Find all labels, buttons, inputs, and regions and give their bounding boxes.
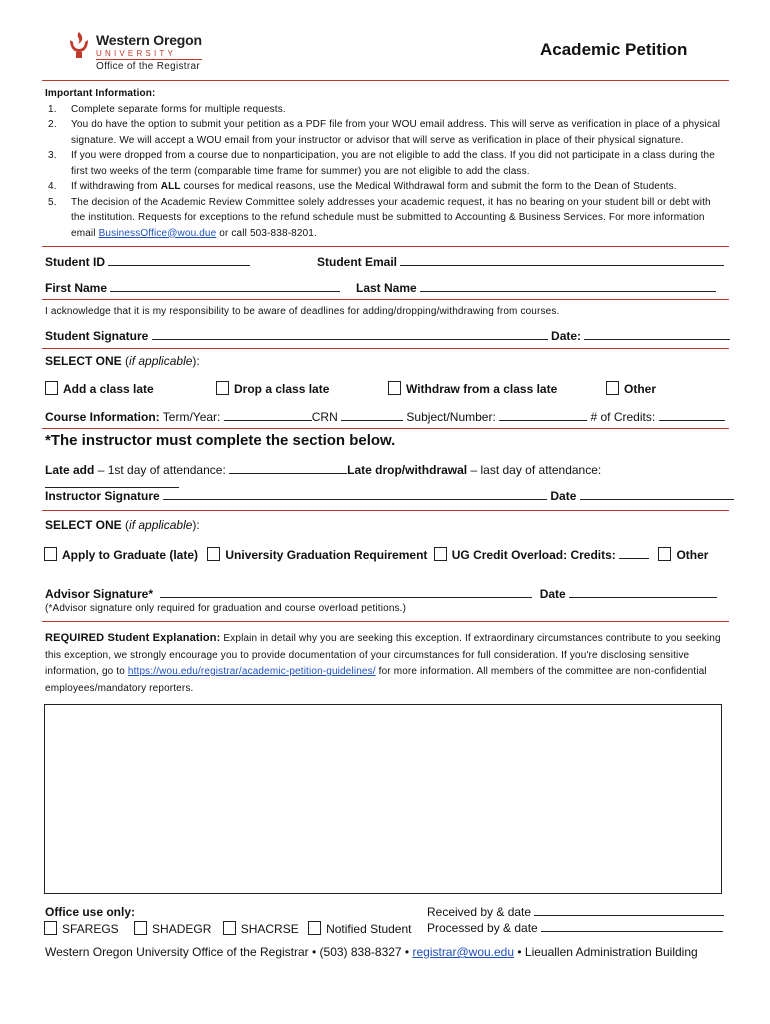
option-drop-late[interactable]: Drop a class late [216, 381, 329, 396]
grad-requirement-checkbox[interactable] [207, 547, 220, 561]
student-signature-label: Student Signature [45, 329, 149, 343]
info-item: 4. If withdrawing from ALL courses for medical reasons, use the Medical Withdrawal form and submit the form to the Dean of Students. [48, 181, 677, 192]
option-credit-overload[interactable]: UG Credit Overload: Credits: [434, 548, 649, 562]
last-name-row [356, 281, 716, 295]
add-late-checkbox[interactable] [45, 381, 58, 395]
important-info-heading: Important Information: [45, 88, 156, 99]
explanation-textarea[interactable] [44, 704, 722, 894]
overload-credits-field[interactable] [619, 548, 649, 559]
student-email-row [317, 255, 724, 269]
divider [42, 621, 729, 622]
student-id-field[interactable] [108, 255, 250, 266]
logo [66, 30, 216, 76]
explanation-text: REQUIRED Student Explanation: Explain in detail why you are seeking this exception. If extraordinary circumstances contribute to you seeking this exception, we strongly encourage you to provide documentation of your circumstances for full consideration. If you're disclosing sensitive information, go to https://wou.edu/registrar/academic-petition-guidelines/ for more information. All members of the committee are non-confidential employees/mandatory reporters. [45, 632, 721, 694]
late-add-field[interactable] [229, 463, 347, 474]
first-name-row [45, 281, 340, 295]
notified-student-checkbox[interactable] [308, 921, 321, 935]
business-office-email-link[interactable]: BusinessOffice@wou.due [98, 227, 217, 239]
student-date-label: Date: [551, 329, 582, 343]
option-sfaregs[interactable]: SFAREGS [44, 922, 119, 936]
divider [42, 510, 729, 511]
other-2-checkbox[interactable] [658, 547, 671, 561]
advisor-date-field[interactable] [569, 587, 717, 598]
footer: Western Oregon University Office of the Registrar • (503) 838-8327 • registrar@wou.edu • Lieuallen Administration Building [45, 945, 698, 959]
divider [42, 299, 729, 300]
info-item: 1. Complete separate forms for multiple requests. [48, 103, 286, 115]
processed-field[interactable] [541, 921, 723, 932]
course-information-row: Course Information: Term/Year: CRN Subject/Number: # of Credits: [45, 410, 729, 424]
advisor-signature-row: Advisor Signature* Date [45, 587, 717, 601]
drop-late-checkbox[interactable] [216, 381, 229, 395]
student-id-row [45, 255, 250, 269]
option-other-2[interactable]: Other [658, 548, 708, 562]
shadegr-checkbox[interactable] [134, 921, 147, 935]
acknowledgement-text: I acknowledge that it is my responsibility to be aware of deadlines for adding/dropping/withdrawing from courses. [45, 306, 560, 317]
info-item: 2. You do have the option to submit your petition as a PDF file from your WOU email address. This will serve as verification in place of a physical signature. We will accept a WOU email from your instructor or advisor that will serve as verification in place of their physical signature. [48, 119, 721, 146]
apply-graduate-checkbox[interactable] [44, 547, 57, 561]
divider [42, 348, 729, 349]
option-withdraw-late[interactable]: Withdraw from a class late [388, 381, 557, 396]
explanation-label: REQUIRED Student Explanation: [45, 632, 221, 644]
received-field[interactable] [534, 905, 724, 916]
processed-row: Processed by & date [427, 921, 723, 935]
asterisk: * [45, 432, 51, 449]
logo-subtitle: UNIVERSITY [96, 49, 177, 58]
advisor-signature-field[interactable] [160, 587, 532, 598]
received-row: Received by & date [427, 905, 724, 919]
logo-divider [96, 59, 202, 60]
divider [42, 428, 729, 429]
instructor-heading: *The instructor must complete the section below. [45, 432, 396, 449]
term-year-field[interactable] [224, 410, 312, 421]
attendance-row: Late add – 1st day of attendance: Late drop/withdrawal – last day of attendance: [45, 463, 729, 491]
withdraw-late-checkbox[interactable] [388, 381, 401, 395]
late-drop-field[interactable] [45, 477, 179, 488]
student-email-field[interactable] [400, 255, 724, 266]
petition-guidelines-link[interactable]: https://wou.edu/registrar/academic-petition-guidelines/ [127, 666, 376, 677]
student-date-field[interactable] [584, 329, 730, 340]
subject-number-field[interactable] [499, 410, 587, 421]
select-one-heading-2: SELECT ONE (if applicable): [45, 518, 200, 532]
option-notified-student[interactable]: Notified Student [308, 922, 411, 936]
shacrse-checkbox[interactable] [223, 921, 236, 935]
logo-wordmark: Western Oregon [96, 32, 202, 48]
credits-field[interactable] [659, 410, 725, 421]
header-divider [42, 80, 729, 81]
advisor-note: (*Advisor signature only required for graduation and course overload petitions.) [45, 603, 407, 614]
logo-office: Office of the Registrar [96, 61, 200, 72]
option-grad-requirement[interactable]: University Graduation Requirement [207, 548, 427, 562]
office-options-row [44, 921, 411, 936]
divider [42, 246, 729, 247]
select-one-heading: SELECT ONE (if applicable): [45, 354, 200, 368]
option-other[interactable]: Other [606, 381, 656, 396]
student-id-label: Student ID [45, 255, 105, 269]
registrar-email-link[interactable]: registrar@wou.edu [412, 945, 515, 959]
last-name-label: Last Name [356, 281, 417, 295]
student-signature-field[interactable] [152, 329, 548, 340]
student-signature-row [45, 329, 730, 343]
option-add-late[interactable]: Add a class late [45, 381, 154, 396]
credit-overload-checkbox[interactable] [434, 547, 447, 561]
crn-field[interactable] [341, 410, 403, 421]
info-item: 5. The decision of the Academic Review Committee solely addresses your academic request, it has no bearing on your student bill or debt with the institution. Requests for exceptions to the refund schedule must be submitted to Accounting & Business Services. For more information email BusinessOffice@wou.due or call 503-838-8201. [48, 196, 711, 239]
first-name-field[interactable] [110, 281, 340, 292]
office-use-label: Office use only: [45, 905, 136, 919]
graduation-options-row [44, 547, 734, 562]
instructor-signature-row: Instructor Signature Date [45, 489, 734, 503]
important-info [45, 86, 728, 241]
instructor-date-field[interactable] [580, 489, 734, 500]
instructor-signature-field[interactable] [163, 489, 547, 500]
torch-logo-icon [66, 30, 92, 60]
sfaregs-checkbox[interactable] [44, 921, 57, 935]
last-name-field[interactable] [420, 281, 716, 292]
other-checkbox[interactable] [606, 381, 619, 395]
info-item: 3. If you were dropped from a course due to nonparticipation, you are not eligible to add the class. If you did not participate in a class during the first two weeks of the term (comparable time frame for summer) you are not eligible to add the class. [48, 150, 715, 177]
page-title: Academic Petition [540, 40, 688, 59]
option-shadegr[interactable]: SHADEGR [134, 922, 211, 936]
student-email-label: Student Email [317, 255, 398, 269]
option-shacrse[interactable]: SHACRSE [223, 922, 299, 936]
first-name-label: First Name [45, 281, 108, 295]
option-apply-graduate[interactable]: Apply to Graduate (late) [44, 548, 198, 562]
